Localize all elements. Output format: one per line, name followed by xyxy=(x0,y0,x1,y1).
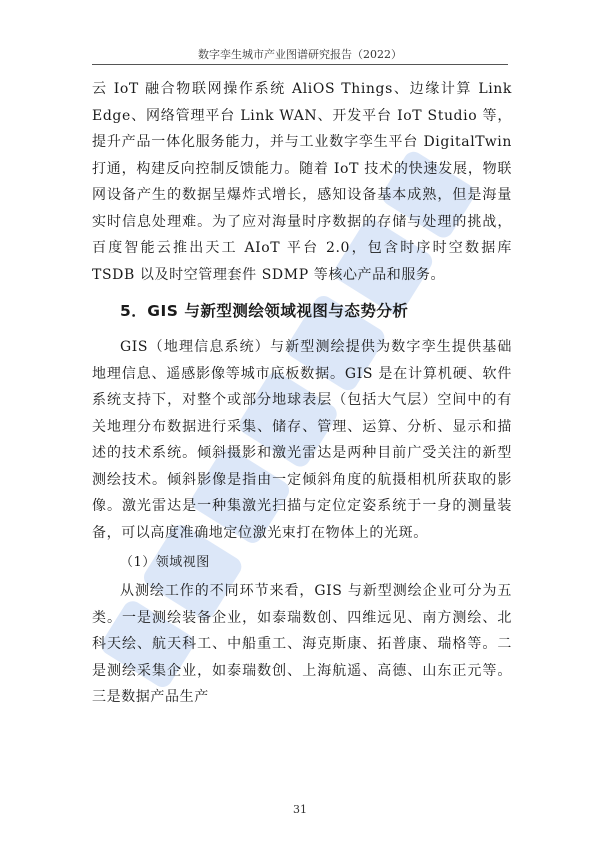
section-title-gis: 5．GIS 与新型测绘领域视图与态势分析 xyxy=(120,302,409,320)
page-number: 31 xyxy=(293,803,307,816)
paragraph-gis-intro: GIS（地理信息系统）与新型测绘提供为数字孪生提供基础地理信息、遥感影像等城市底板数据。GIS 是在计算机硬、软件系统支持下，对整个或部分地球表层（包括大气层）空间中的有关地理分布数据进行采集、储存、管理、运算、分析、显示和描述的技术系统。倾斜摄影和激光雷达是两种目前广受关注的新型测绘技术。倾斜影像是指由一定倾斜角度的航摄相机所获取的影像。激光雷达是一种集激光扫描与定位定姿系统于一身的测量装备，可以高度准确地定位激光束打在物体上的光斑。 xyxy=(92,339,512,541)
paragraph-iot-platforms: 云 IoT 融合物联网操作系统 AliOS Things、边缘计算 Link Edge、网络管理平台 Link WAN、开发平台 IoT Studio 等，提升产品一体化服务能力，并与工业数字孪生平台 DigitalTwin 打通，构建反向控制反馈能力。随着 IoT 技术的快速发展，物联网设备产生的数据呈爆炸式增长，感知设备基本成熟，但是海量实时信息处理难。为了应对海量时序数据的存储与处理的挑战，百度智能云推出天工 AIoT 平台 2.0，包含时序时空数据库 TSDB 以及时空管理套件 SDMP 等核心产品和服务。 xyxy=(92,81,512,283)
page-body xyxy=(92,76,512,711)
header-divider xyxy=(92,64,508,65)
running-header: 数字孪生城市产业图谱研究报告（2022） xyxy=(198,48,402,61)
paragraph-enterprise-categories: 从测绘工作的不同环节来看，GIS 与新型测绘企业可分为五类。一是测绘装备企业，如泰瑞数创、四维远见、南方测绘、北科天绘、航天科工、中船重工、海克斯康、拓普康、瑞格等。二是测绘采集企业，如泰瑞数创、上海航遥、高德、山东正元等。三是数据产品生产 xyxy=(92,583,512,705)
subsection-title-domain-view: （1）领域视图 xyxy=(120,555,210,570)
